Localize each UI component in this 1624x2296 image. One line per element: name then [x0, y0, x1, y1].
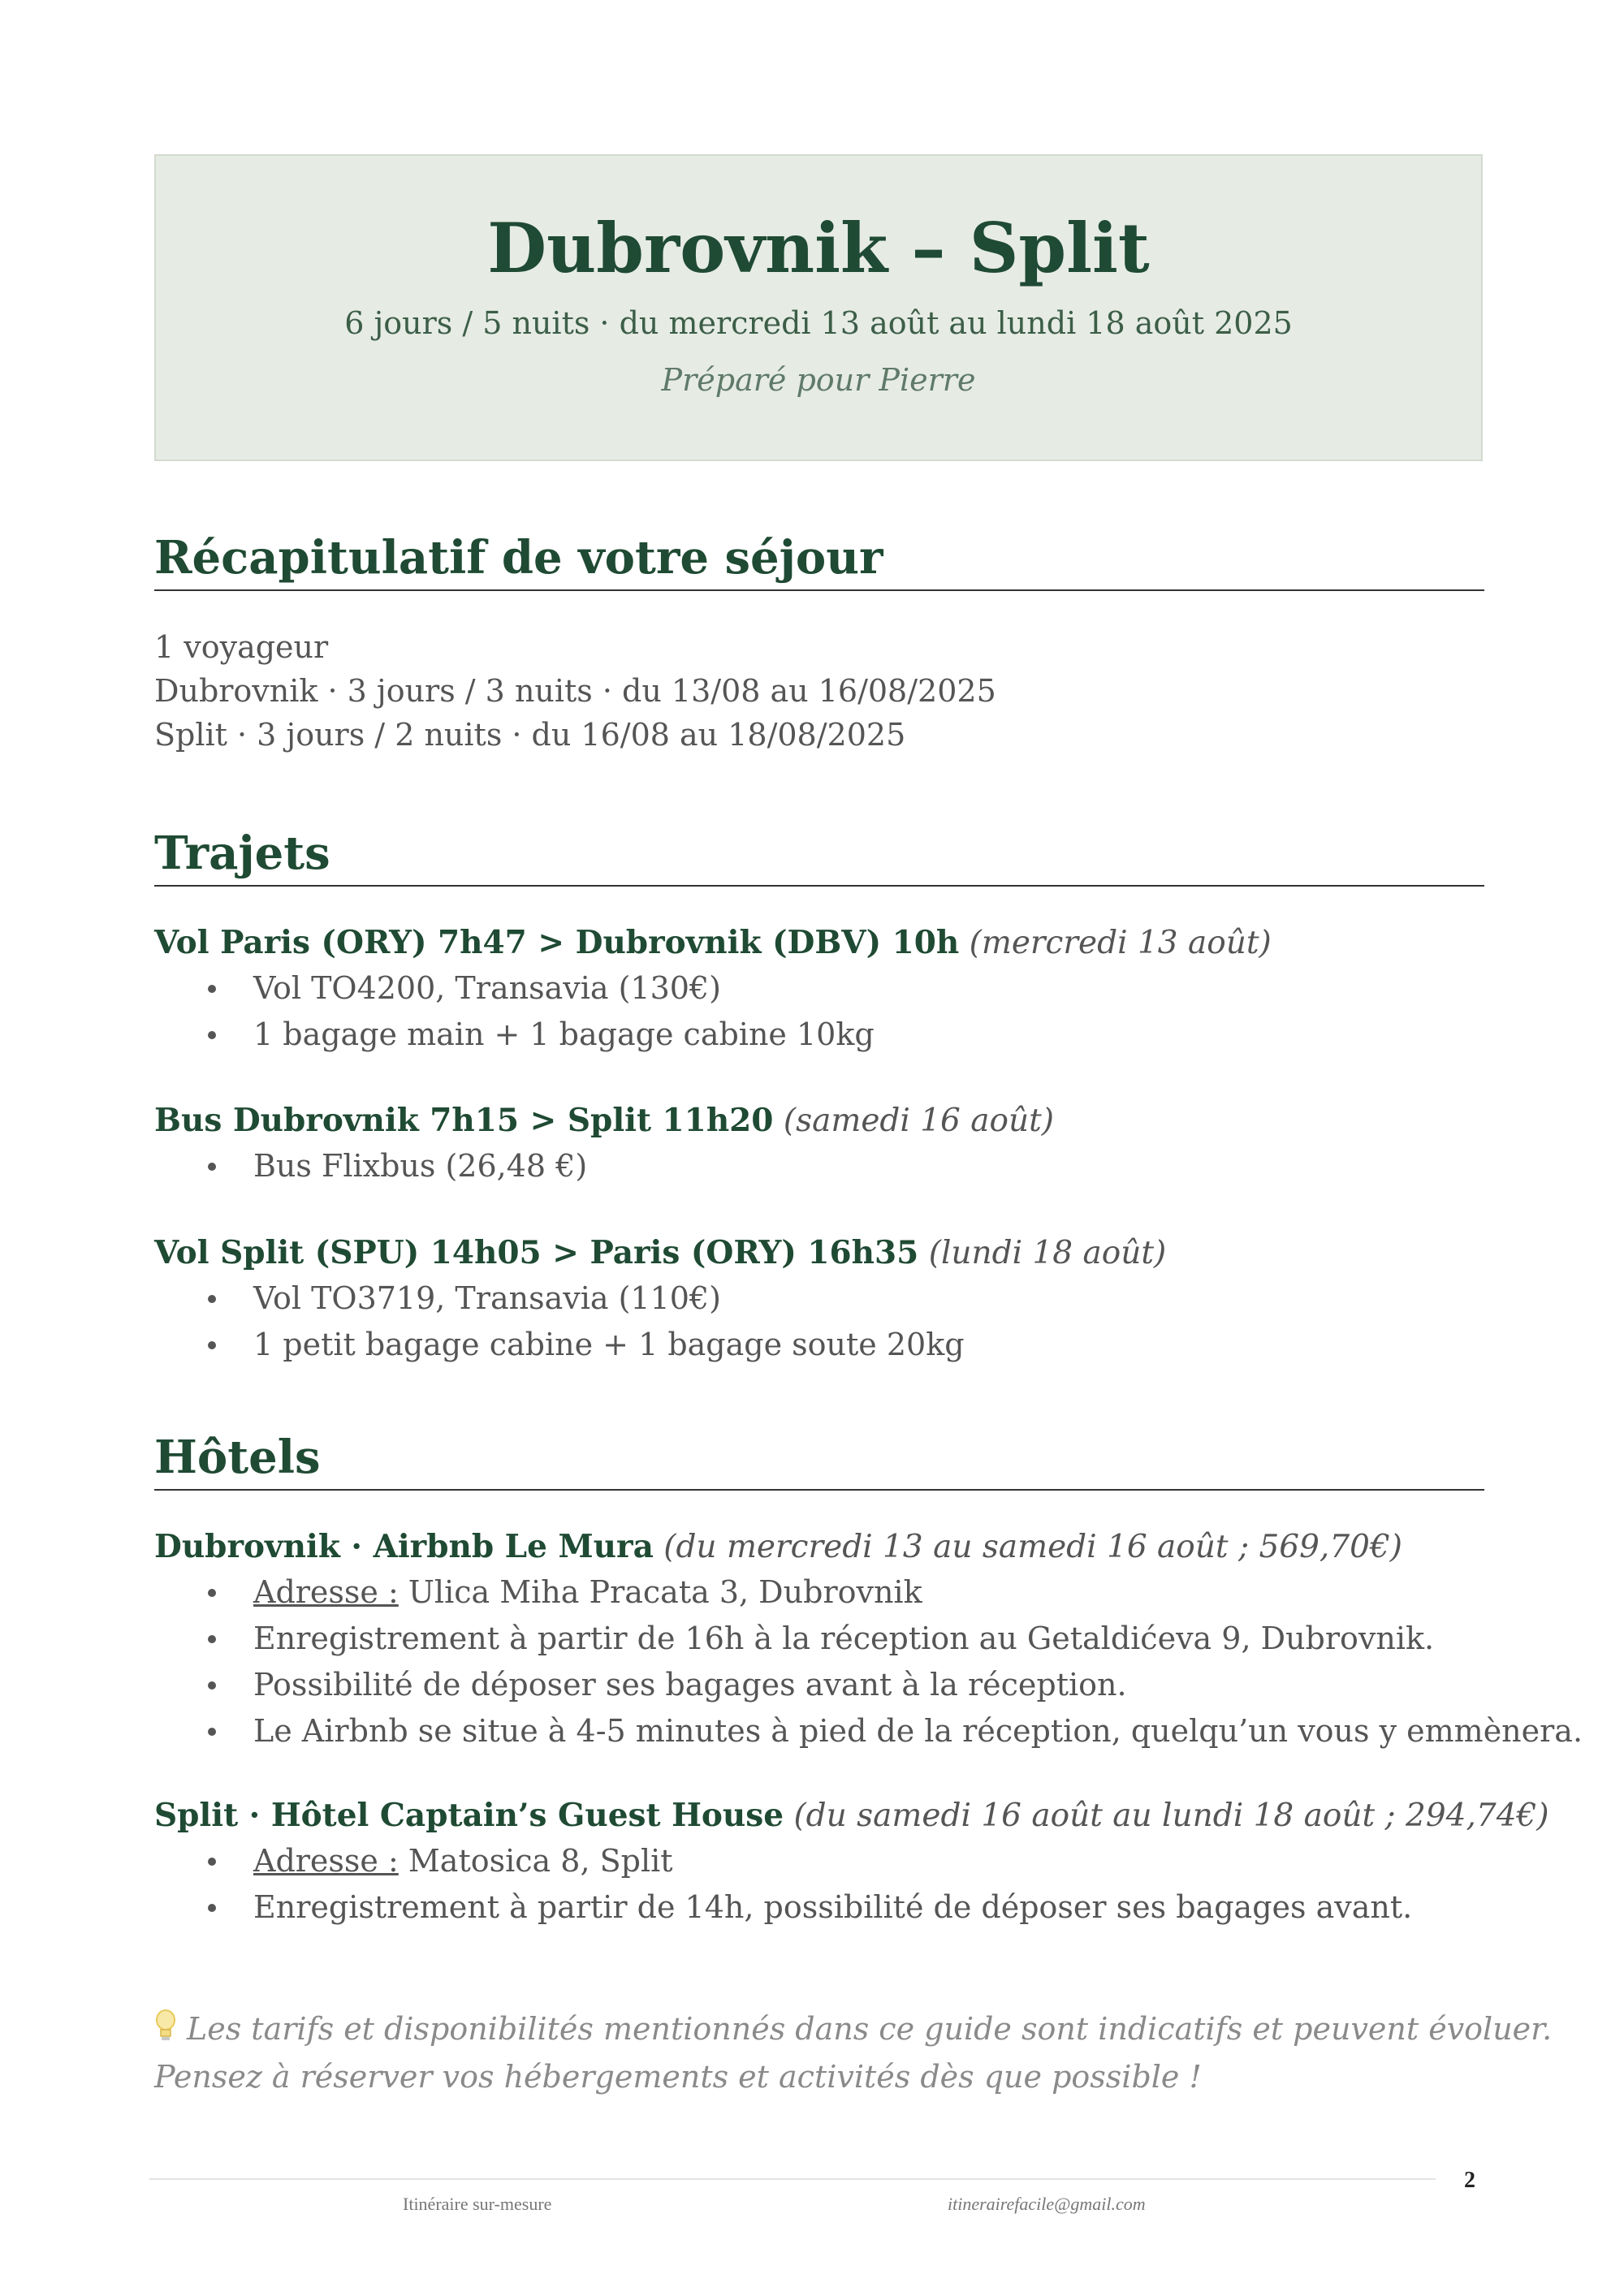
recap-lines	[154, 625, 996, 757]
recap-dubrovnik: Dubrovnik · 3 jours / 3 nuits · du 13/08 au 16/08/2025	[154, 673, 996, 709]
trajet-details	[154, 1275, 1486, 1368]
list-item: Bus Flixbus (26,48 €)	[154, 1143, 1486, 1189]
hotel-details	[154, 1569, 1583, 1754]
trip-subtitle: 6 jours / 5 nuits · du mercredi 13 août au lundi 18 août 2025	[344, 305, 1293, 342]
address-label: Adresse :	[253, 1843, 399, 1879]
list-item: Enregistrement à partir de 16h à la réception au Getaldićeva 9, Dubrovnik.	[154, 1616, 1486, 1662]
disclaimer-line-2: Pensez à réserver vos hébergements et activités dès que possible !	[154, 2059, 1202, 2095]
page-number: 2	[1464, 2168, 1475, 2193]
trajet-details	[154, 1143, 1486, 1189]
list-item: Vol TO3719, Transavia (110€)	[154, 1275, 1486, 1322]
disclaimer-note	[154, 2005, 1553, 2101]
list-item: 1 bagage main + 1 bagage cabine 10kg	[154, 1012, 1486, 1058]
list-item: Le Airbnb se situe à 4-5 minutes à pied de la réception, quelqu’un vous y emmènera.	[154, 1708, 1486, 1754]
footer-email: itinerairefacile@gmail.com	[948, 2194, 1146, 2214]
title-box	[154, 154, 1483, 461]
recap-split: Split · 3 jours / 2 nuits · du 16/08 au 18/08/2025	[154, 717, 906, 753]
disclaimer-line-1: Les tarifs et disponibilités mentionnés dans ce guide sont indicatifs et peuvent évoluer.	[187, 2011, 1553, 2047]
address-value: Ulica Miha Pracata 3, Dubrovnik	[408, 1574, 922, 1610]
page-title: Dubrovnik – Split	[487, 208, 1150, 288]
hotels-heading: Hôtels	[154, 1431, 1484, 1491]
hotel-item	[154, 1793, 1549, 1931]
lightbulb-icon	[154, 2009, 177, 2044]
hotel-details	[154, 1838, 1486, 1931]
list-item: Vol TO4200, Transavia (130€)	[154, 965, 1486, 1012]
trajet-item	[154, 921, 1486, 1058]
trajet-title: Vol Paris (ORY) 7h47 > Dubrovnik (DBV) 10h (mercredi 13 août)	[154, 924, 1272, 961]
list-item: Possibilité de déposer ses bagages avant à la réception.	[154, 1662, 1486, 1708]
recap-travelers: 1 voyageur	[154, 629, 329, 665]
trajets-heading: Trajets	[154, 826, 1484, 887]
trajet-title: Vol Split (SPU) 14h05 > Paris (ORY) 16h35 (lundi 18 août)	[154, 1234, 1167, 1271]
trajet-item	[154, 1098, 1486, 1189]
hotel-item	[154, 1525, 1583, 1754]
prepared-for: Préparé pour Pierre	[661, 362, 976, 399]
trajet-title: Bus Dubrovnik 7h15 > Split 11h20 (samedi 16 août)	[154, 1102, 1054, 1139]
hotel-title: Dubrovnik · Airbnb Le Mura (du mercredi 13 au samedi 16 août ; 569,70€)	[154, 1528, 1402, 1565]
address-label: Adresse :	[253, 1574, 399, 1610]
footer-divider	[149, 2178, 1436, 2180]
recap-heading: Récapitulatif de votre séjour	[154, 531, 1484, 591]
address-value: Matosica 8, Split	[408, 1843, 673, 1879]
list-item: 1 petit bagage cabine + 1 bagage soute 20kg	[154, 1322, 1486, 1368]
trajet-details	[154, 965, 1486, 1058]
hotel-address	[154, 1569, 1486, 1616]
hotel-title: Split · Hôtel Captain’s Guest House (du samedi 16 août au lundi 18 août ; 294,74€)	[154, 1797, 1549, 1834]
list-item: Enregistrement à partir de 14h, possibilité de déposer ses bagages avant.	[154, 1884, 1486, 1931]
footer-left-text: Itinéraire sur-mesure	[403, 2194, 552, 2214]
hotel-address	[154, 1838, 1486, 1884]
trajet-item	[154, 1231, 1486, 1368]
